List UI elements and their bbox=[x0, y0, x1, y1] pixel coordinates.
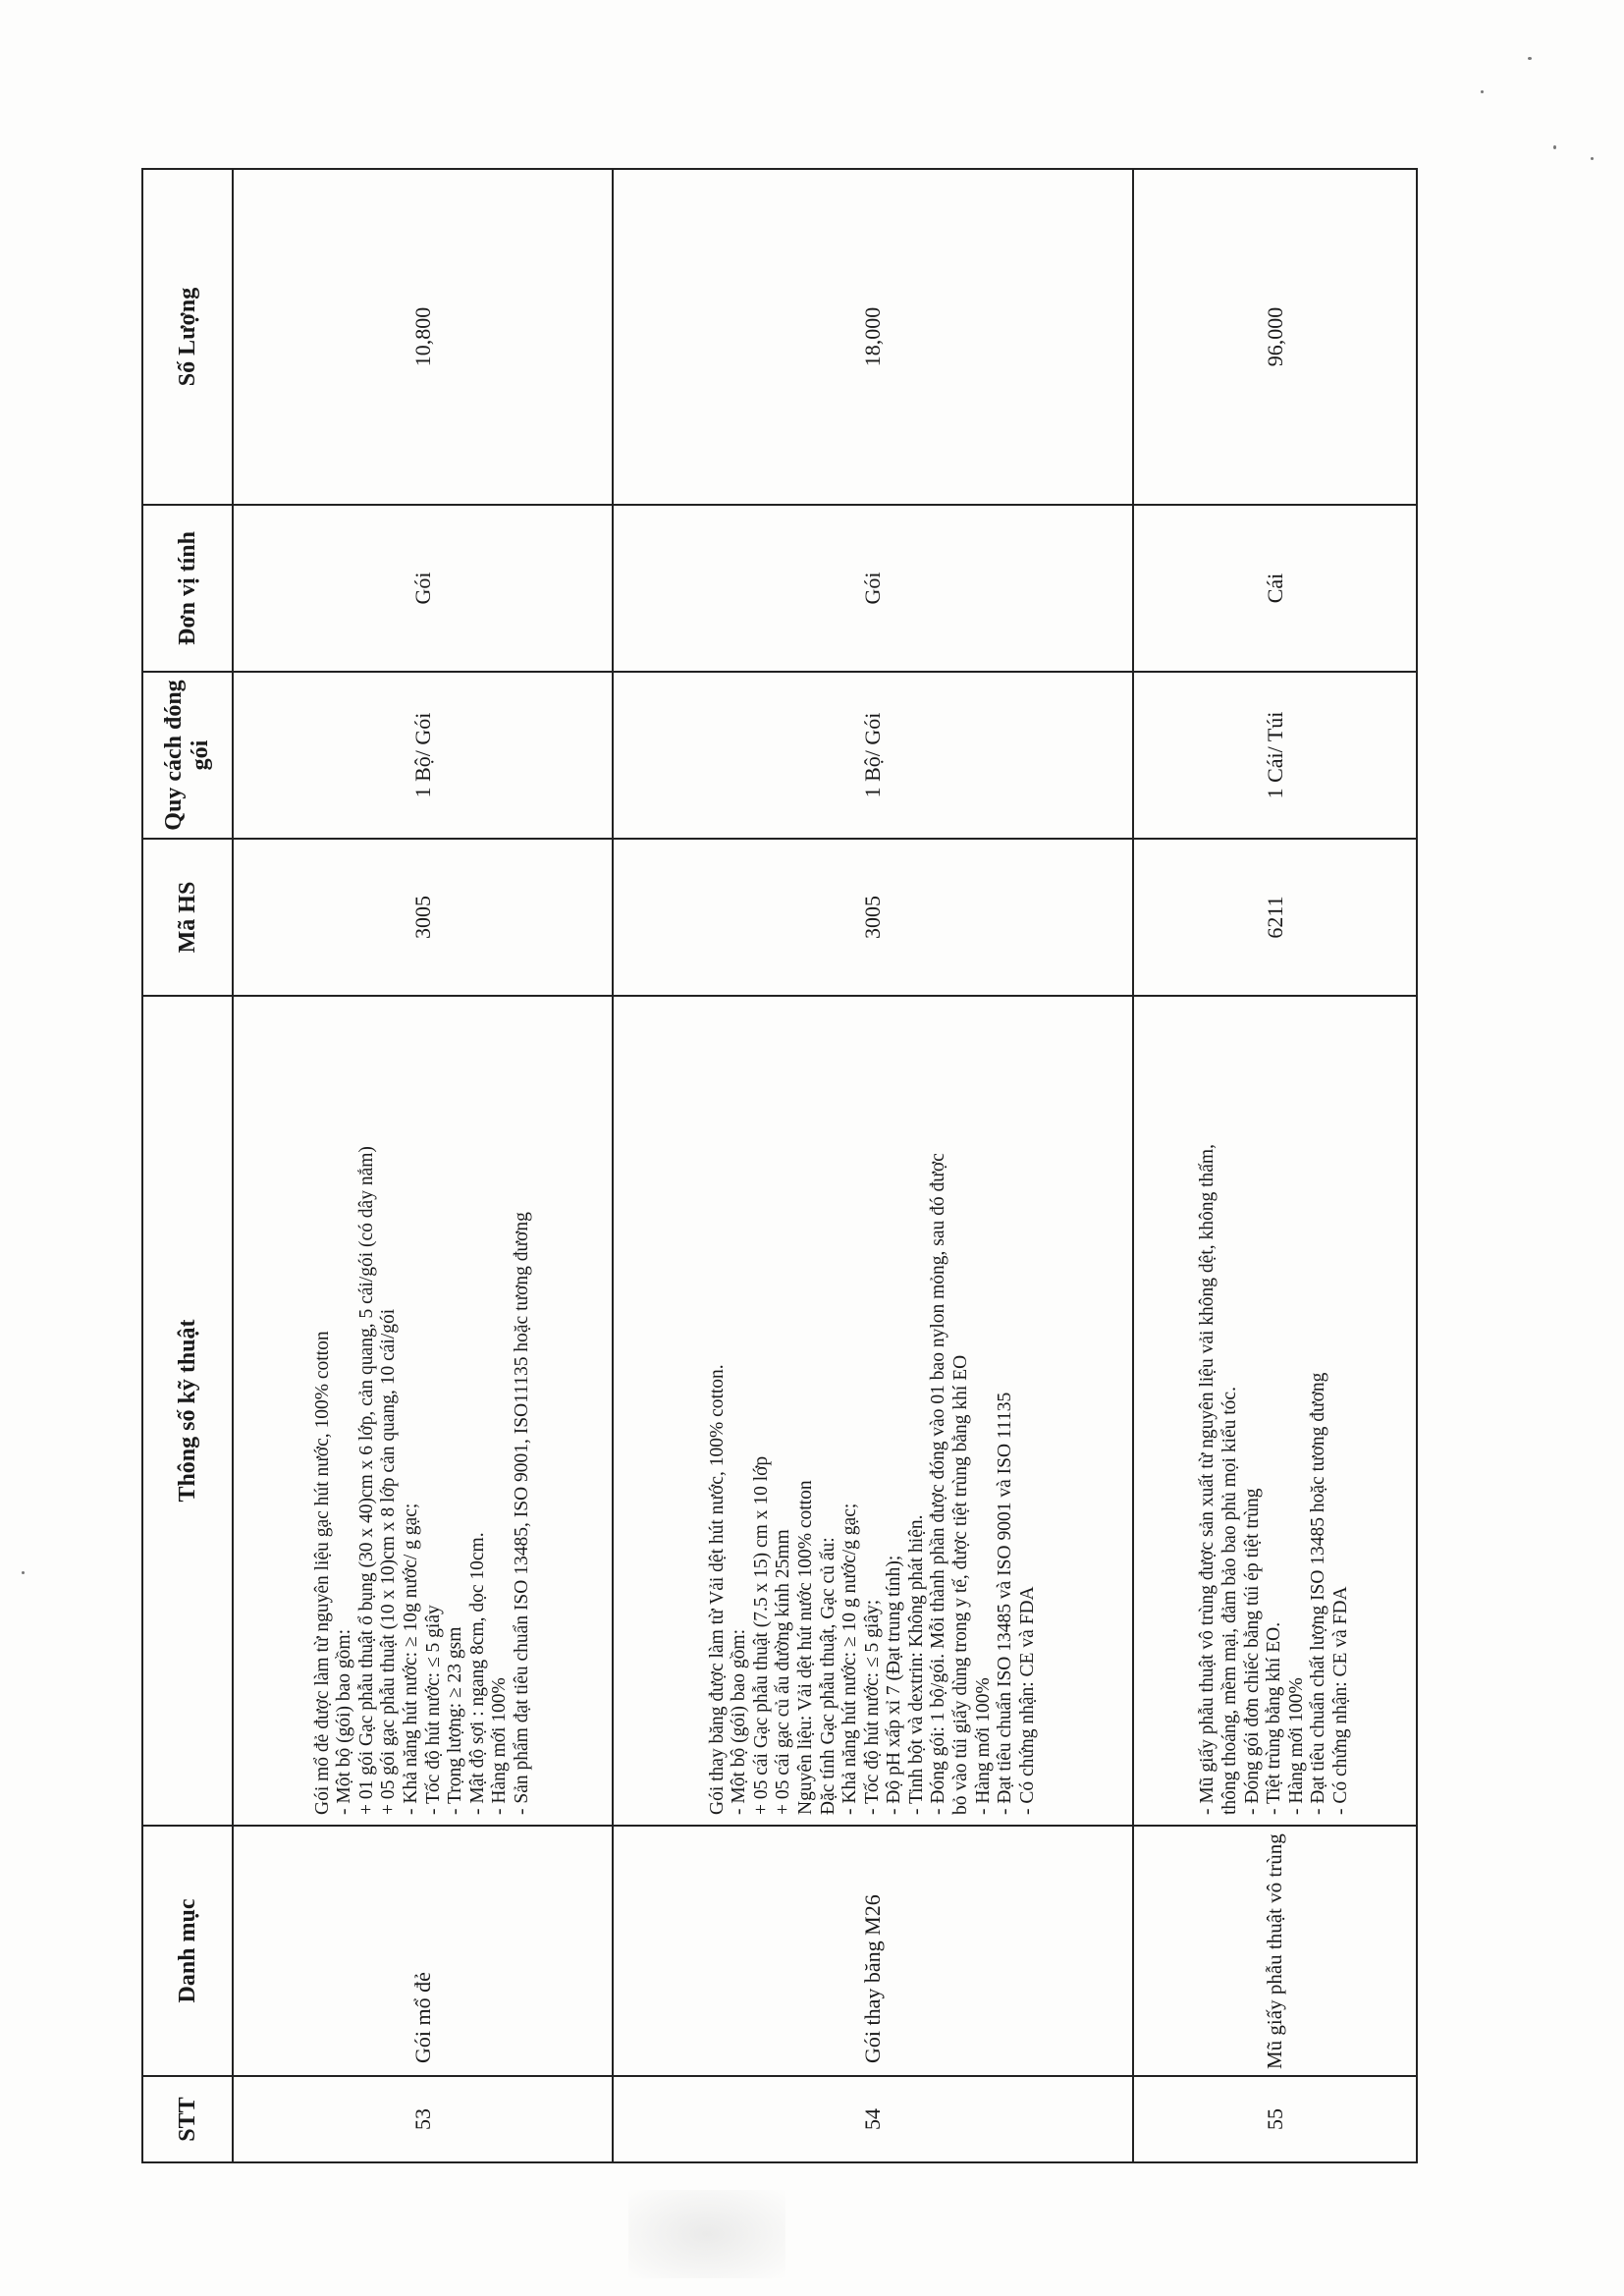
spec-line: + 05 cái gạc củ ấu đường kính 25mm bbox=[773, 1529, 794, 1815]
scan-speck bbox=[22, 1571, 25, 1574]
table-row bbox=[233, 169, 613, 2162]
scan-speck bbox=[1591, 157, 1594, 160]
spec-line: + 01 gói Gạc phẫu thuật ổ bụng (30 x 40)cm x 6 lớp, cản quang, 5 cái/gói (có dây nắm) bbox=[355, 1146, 377, 1815]
spec-line: - Hàng mới 100% bbox=[972, 1677, 994, 1815]
row-stt: 53 bbox=[233, 2076, 613, 2162]
spec-line: - Có chứng nhận: CE và FDA bbox=[1329, 1586, 1351, 1815]
row-specs bbox=[613, 996, 1133, 1826]
header-quantity: Số Lượng bbox=[142, 169, 233, 505]
spec-line: - Trọng lượng: ≥ 23 gsm bbox=[445, 1626, 466, 1815]
scan-speck bbox=[1553, 145, 1556, 149]
scan-speck bbox=[1528, 57, 1532, 60]
spec-line: - Hàng mới 100% bbox=[489, 1677, 511, 1815]
header-stt: STT bbox=[142, 2076, 233, 2162]
scan-speck bbox=[1481, 90, 1484, 93]
spec-line: Gói mổ đẻ được làm từ nguyên liệu gạc hút nước, 100% cotton bbox=[311, 1331, 333, 1815]
row-unit: Cái bbox=[1133, 505, 1417, 672]
spec-line: - Hàng mới 100% bbox=[1285, 1677, 1307, 1815]
header-packing-label: Quy cách đóng gói bbox=[161, 680, 213, 831]
row-unit: Gói bbox=[233, 505, 613, 672]
spec-line: - Khả năng hút nước: ≥ 10g nước/ g gạc; bbox=[400, 1503, 421, 1815]
header-specs: Thông số kỹ thuật bbox=[142, 996, 233, 1826]
spec-line: - Tốc độ hút nước: ≤ 5 giây; bbox=[861, 1599, 883, 1815]
spec-line: - Một bộ (gói) bao gồm: bbox=[729, 1628, 750, 1815]
spec-line: - Khả năng hút nước: ≥ 10 g nước/g gạc; bbox=[839, 1503, 861, 1815]
rotated-table-frame bbox=[141, 170, 1418, 2163]
spec-line: - Đạt tiêu chuẩn chất lượng ISO 13485 hoặc tương đương bbox=[1308, 1372, 1329, 1815]
spec-line: - Tinh bột và dextrin: Không phát hiện. bbox=[905, 1514, 927, 1815]
row-unit: Gói bbox=[613, 505, 1133, 672]
row-quantity: 18,000 bbox=[613, 169, 1133, 505]
spec-line: bỏ vào túi giấy dùng trong y tế, được tiệt trùng bằng khí EO bbox=[950, 1354, 972, 1815]
spec-line: - Một bộ (gói) bao gồm: bbox=[334, 1628, 355, 1815]
row-category: Gói mổ đẻ bbox=[233, 1826, 613, 2076]
spec-line: Gói thay băng được làm từ Vải dệt hút nước, 100% cotton. bbox=[706, 1364, 728, 1815]
spec-line: - Độ pH xấp xỉ 7 (Đạt trung tính); bbox=[884, 1555, 905, 1815]
row-specs bbox=[1133, 996, 1417, 1826]
spec-line: - Đạt tiêu chuẩn ISO 13485 và ISO 9001 và ISO 11135 bbox=[995, 1392, 1016, 1815]
table-header-row bbox=[142, 169, 233, 2162]
header-packing bbox=[142, 672, 233, 839]
scan-smudge bbox=[628, 2190, 785, 2278]
row-specs bbox=[233, 996, 613, 1826]
spec-line: - Sản phẩm đạt tiêu chuẩn ISO 13485, ISO 9001, ISO11135 hoặc tương đương bbox=[511, 1212, 532, 1815]
row-hs-code: 3005 bbox=[613, 839, 1133, 996]
spec-line: + 05 gói gạc phẫu thuật (10 x 10)cm x 8 lớp cản quang, 10 cái/gói bbox=[378, 1308, 400, 1815]
header-hs-code: Mã HS bbox=[142, 839, 233, 996]
spec-line: thông thoáng, mềm mại, đảm bảo bao phủ mọi kiểu tóc. bbox=[1219, 1387, 1241, 1815]
row-hs-code: 6211 bbox=[1133, 839, 1417, 996]
row-quantity: 10,800 bbox=[233, 169, 613, 505]
spec-line: - Đóng gói đơn chiếc bằng túi ép tiệt trùng bbox=[1241, 1488, 1263, 1815]
row-category: Mũ giấy phẫu thuật vô trùng bbox=[1133, 1826, 1417, 2076]
table-row bbox=[1133, 169, 1417, 2162]
spec-line: - Tốc độ hút nước: ≤ 5 giây bbox=[422, 1605, 444, 1815]
spec-line: - Đóng gói: 1 bộ/gói. Mỗi thành phần được đóng vào 01 bao nylon mỏng, sau đó được bbox=[928, 1153, 949, 1815]
spec-list bbox=[312, 1007, 534, 1815]
row-stt: 55 bbox=[1133, 2076, 1417, 2162]
spec-line: Nguyên liệu: Vải dệt hút nước 100% cotton bbox=[794, 1480, 816, 1815]
header-category: Danh mục bbox=[142, 1826, 233, 2076]
row-packing: 1 Bộ/ Gói bbox=[233, 672, 613, 839]
row-category: Gói thay băng M26 bbox=[613, 1826, 1133, 2076]
spec-line: - Mật độ sợi : ngang 8cm, dọc 10cm. bbox=[466, 1532, 488, 1815]
row-packing: 1 Bộ/ Gói bbox=[613, 672, 1133, 839]
table-row bbox=[613, 169, 1133, 2162]
spec-line: Đặc tính Gạc phẫu thuật, Gạc củ ấu: bbox=[817, 1537, 839, 1815]
spec-line: - Có chứng nhận: CE và FDA bbox=[1016, 1586, 1038, 1815]
spec-list bbox=[707, 1007, 1040, 1815]
row-quantity: 96,000 bbox=[1133, 169, 1417, 505]
spec-list bbox=[1197, 1007, 1352, 1815]
technical-spec-table bbox=[141, 168, 1418, 2163]
row-packing: 1 Cái/ Túi bbox=[1133, 672, 1417, 839]
header-unit: Đơn vị tính bbox=[142, 505, 233, 672]
spec-line: + 05 cái Gạc phẫu thuật (7.5 x 15) cm x 10 lớp bbox=[750, 1455, 772, 1815]
spec-line: - Mũ giấy phẫu thuật vô trùng được sản xuất từ nguyên liệu vải không dệt, không thấm, bbox=[1197, 1144, 1218, 1815]
row-hs-code: 3005 bbox=[233, 839, 613, 996]
row-stt: 54 bbox=[613, 2076, 1133, 2162]
spec-line: - Tiệt trùng bằng khí EO. bbox=[1264, 1621, 1285, 1815]
